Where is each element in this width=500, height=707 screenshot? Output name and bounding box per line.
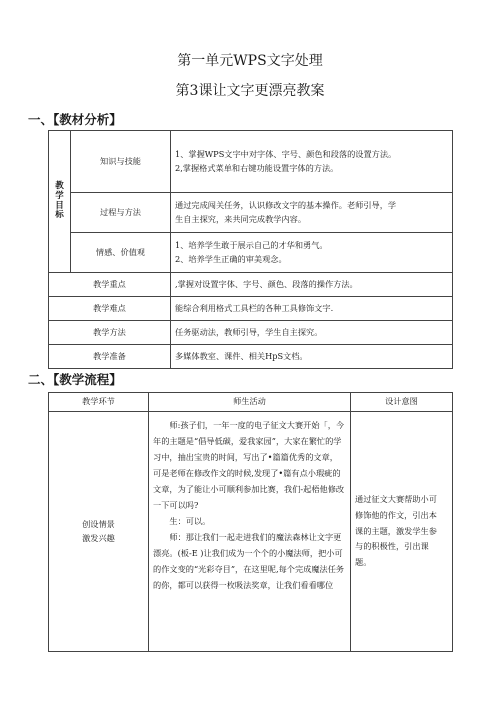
difficulty-content: 能综合利用格式工具栏的各种工具修饰文字. [171, 297, 453, 321]
process-label: 过程与方法 [71, 193, 171, 233]
flow-table [48, 392, 453, 652]
header-activity: 师生活动 [149, 393, 351, 412]
activity-cell: 师:孩子们，一年一度的电子征文大赛开始「，今年的主题是“倡导低碳，爱我家园”，大家在繁忙的学习中，抽出宝贵的时间，写出了•篇篇优秀的文章，可是老师在修改作文的时候,发现了•篇有点小瑕疵的文章，为了能让小可顺利参加比赛，我们-起梧他修改一下可以吗? 生：可以。 师：那让我们一起走进我们的魔法森林让文字更漂亮。(板-E )让我们成为一个个的小魔法师，把小可的作文变的“光彩夺目”，在这里呢,每个完成魔法任务的你，都可以获得一枚吸法奖章，让我们看看哪位 [149, 412, 351, 652]
header-stage: 教学环节 [49, 393, 149, 412]
prep-content: 多媒体教室、课件、相关HpS文档。 [171, 345, 453, 369]
analysis-table [48, 130, 453, 369]
knowledge-content: 1、掌握WPS文字中对字体、字号、颜色和段落的设置方法。 2,掌握格式菜单和右键功能设置字体的方法。 [171, 131, 453, 193]
header-intent: 设计意图 [351, 393, 453, 412]
process-content: 通过完成闯关任务，认识修改文字的基本操作。老师引导，学 生自主探究，来共同完成教学内容。 [171, 193, 453, 233]
key-point-label: 教学重点 [49, 273, 171, 297]
teaching-goals-label: 教 学 目 标 [49, 131, 71, 273]
section-heading-flow: 二、【教学流程】 [28, 372, 122, 387]
stage-cell: 创设情景 激发兴趣 [49, 412, 149, 652]
emotion-content: 1、培养学生敢于展示自己的才华和勇气。 2、培养学生正确的审美观念。 [171, 233, 453, 273]
method-label: 教学方法 [49, 321, 171, 345]
method-content: 任务驱动法，教师引导，学生自主探究。 [171, 321, 453, 345]
intent-cell: 通过征文大赛帮助小可 修饰他的作文，引出本 课的主题，激发学生参 与的积极性，引出课 题。 [351, 412, 453, 652]
section-heading-analysis: 一、【教材分析】 [28, 112, 122, 127]
difficulty-label: 教学难点 [49, 297, 171, 321]
emotion-label: 情感、价值观 [71, 233, 171, 273]
knowledge-label: 知识与技能 [71, 131, 171, 193]
prep-label: 教学准备 [49, 345, 171, 369]
document-title: 第一单元WPS文字处理 [177, 53, 323, 69]
key-point-content: ,掌握对设置字体、字号、颜色、段落的操作方法。 [171, 273, 453, 297]
lesson-title: 第3课让文字更漂亮教案 [175, 83, 325, 99]
